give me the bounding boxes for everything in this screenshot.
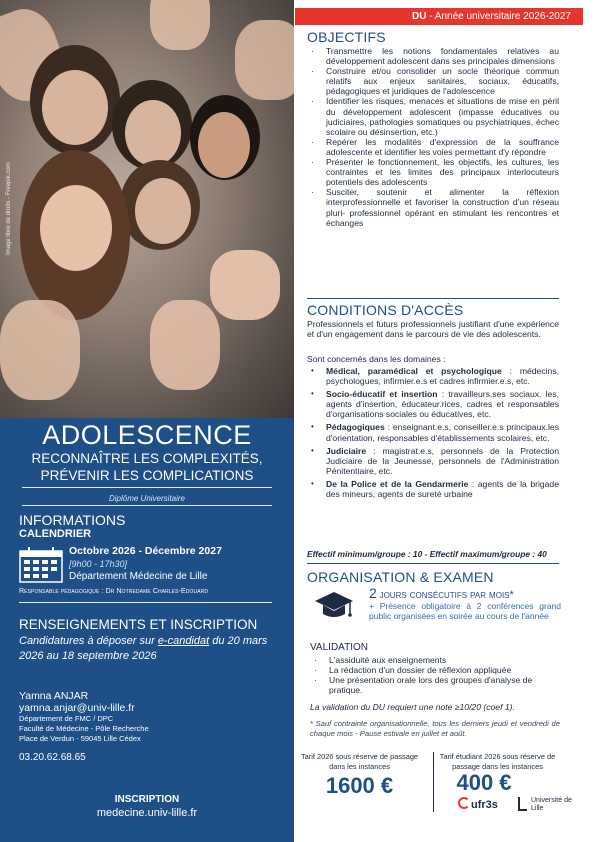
divider: [307, 298, 559, 299]
list-item: [307, 422, 559, 442]
validation-note: La validation du DU requiert une note ≥10/20 (coef 1).: [310, 702, 515, 712]
presence-note: + Présence obligatoire à 2 conférences grand public organisées en soirée au cours de l'année: [369, 601, 561, 621]
tarif-label: Tarif 2026 sous réserve de passage dans les instances: [300, 752, 419, 771]
cover-photo: [0, 0, 294, 418]
list-item: · L'assiduité aux enseignements: [310, 655, 560, 665]
domains-list: [307, 366, 559, 499]
list-item: [307, 479, 559, 499]
domain-text: : agents de la brigade des mineurs, agents de sureté urbaine: [326, 478, 559, 500]
list-item: [307, 389, 559, 419]
university-logo: [518, 797, 574, 813]
domain-title: Pédagogiques: [326, 422, 385, 433]
address-line-1: Département de FMC / DPC: [19, 714, 114, 723]
list-item: [307, 366, 559, 386]
graduation-cap-icon: [314, 590, 354, 620]
conditions-heading: CONDITIONS D'ACCÈS: [307, 302, 464, 318]
list-item: · La rédaction d'un dossier de réflexion appliquée: [310, 665, 560, 675]
university-logo-mark: [518, 797, 527, 811]
info-heading: INFORMATIONS: [19, 512, 126, 528]
year-banner: [295, 8, 583, 25]
program-dates: Octobre 2026 - Décembre 2027: [69, 545, 222, 557]
ufr-logo-mark: [458, 797, 470, 809]
responsible-name: Dr Notredame Charles-Edouard: [105, 588, 209, 595]
address-line-2: Faculté de Médecine - Pôle Recherche: [19, 724, 149, 733]
days-number: 2: [369, 585, 377, 601]
conditions-intro-2: Sont concernés dans les domaines :: [307, 354, 446, 364]
ecandidat-link[interactable]: e-candidat: [157, 635, 210, 647]
responsible: [19, 588, 208, 595]
calendar-heading: CALENDRIER: [19, 528, 92, 540]
list-item: · Construire et/ou consolider un socle théorique commun relatifs aux enjeux sanitaires, sociaux, éducatifs, pédagogiques et juridiques de l'adolescence: [307, 66, 559, 96]
conditions-intro: Professionnels et futurs professionnels justifiant d'une expérience et d'un engagement dans le parcours de vie des adolescents.: [307, 319, 559, 340]
registration-heading: RENSEIGNEMENTS ET INSCRIPTION: [19, 617, 258, 632]
domain-text: : magistrat.e.s, personnels de la Protection Judiciaire de la Jeunesse, personnels de l'Administration Pénitentiaire, etc.: [326, 445, 559, 476]
inscription-label: INSCRIPTION: [114, 794, 180, 805]
domain-title: Médical, paramédical et psychologique: [326, 366, 502, 376]
department-name: Département Médecine de Lille: [69, 571, 208, 582]
domain-title: Socio-éducatif et insertion: [326, 389, 438, 400]
divider: [22, 487, 272, 488]
schedule-footnote: * Sauf contrainte organisationnelle, tous les derniers jeudi et vendredi de chaque mois - Pause estivale en juillet et août.: [310, 719, 560, 738]
student-tarif-price: 400 €: [456, 770, 512, 795]
days-per-month: [369, 585, 514, 601]
inscription-url[interactable]: medecine.univ-lille.fr: [96, 807, 198, 819]
price-divider: [433, 752, 434, 812]
ufr-logo-text: ufr3s: [471, 799, 498, 811]
phone-number: 03.20.62.68.65: [19, 752, 86, 763]
registration-text-before: Candidatures à déposer sur: [19, 635, 158, 647]
list-item: · Présenter le fonctionnement, les objectifs, les cultures, les contraintes et les limites des principaux interlocuteurs potentiels des adolescents: [307, 157, 559, 187]
divider: [19, 602, 272, 603]
domain-text: : travailleurs.ses sociaux. les, agents d'insertion, éducateur.rices, cadres et responsables d'organisations sociales ou éducatives, etc.: [326, 389, 559, 420]
du-label: DU: [412, 11, 427, 22]
student-tarif-label: Tarif étudiant 2026 sous réserve de passage dans les instances: [439, 752, 556, 771]
calendar-icon: [19, 547, 63, 583]
list-item: · Identifier les risques, menaces et situations de mise en péril du développement adolescent (impasse éducatives ou judiciaires, pathologies somatiques ou psychiatriques, échec scolaire ou désinsertion, etc.): [307, 96, 559, 136]
group-size: Effectif minimum/groupe : 10 - Effectif maximum/groupe : 40: [307, 549, 547, 559]
divider: [307, 563, 559, 564]
domain-title: De la Police et de la Gendarmerie: [326, 478, 469, 489]
subtitle-line-1: RECONNAÎTRE LES COMPLEXITÉS,: [31, 451, 263, 466]
list-item: · Susciter, soutenir et alimenter la réflexion interprofessionnelle et favoriser la construction d'un réseau pluri- professionnel opérant en stimulant les rencontres et échanges: [307, 187, 559, 227]
days-text: jours consécutifs par mois*: [379, 589, 514, 601]
domain-text: : médecins, psychologues, infirmier.e.s et cadres infirmier.e.s, etc.: [326, 366, 559, 387]
contact-name: Yamna ANJAR: [19, 690, 89, 702]
objectives-list: [307, 46, 559, 228]
tarif-price: 1600 €: [325, 773, 394, 798]
domain-title: Judiciaire: [326, 445, 367, 456]
divider: [22, 505, 272, 506]
domain-text: : enseignant.e.s, conseiller.e.s principaux.les d'orientation, responsables d'établissements scolaires, etc.: [326, 422, 559, 443]
organisation-heading: ORGANISATION & EXAMEN: [307, 569, 494, 585]
list-item: · Repérer les modalités d'expression de la souffrance adolescente et identifier les voies permettant d'y répondre: [307, 137, 559, 157]
photo-credit: Image libre de droits - Freepik.com: [6, 162, 12, 255]
program-title: ADOLESCENCE: [42, 420, 252, 450]
academic-year: - Année universitaire 2026-2027: [426, 11, 571, 22]
list-item: · Une présentation orale lors des groupes d'analyse de pratique.: [310, 675, 560, 695]
subtitle-line-2: PRÉVENIR LES COMPLICATIONS: [40, 468, 254, 483]
ufr3s-logo: [458, 797, 498, 811]
address-line-3: Place de Verdun - 59045 Lille Cédex: [19, 734, 141, 743]
validation-list: [310, 655, 560, 695]
list-item: · Transmettre les notions fondamentales relatives au développement adolescent dans ses principales dimensions: [307, 46, 559, 66]
responsible-label: Responsable pédagogique :: [19, 588, 106, 595]
registration-text-after: du 20 mars 2026 au 18 septembre 2026: [19, 635, 268, 662]
contact-email[interactable]: yamna.anjar@univ-lille.fr: [19, 702, 135, 714]
registration-text: [19, 634, 272, 664]
university-logo-text: Université de Lille: [531, 797, 572, 812]
program-hours: [9h00 - 17h30]: [69, 559, 128, 569]
validation-heading: VALIDATION: [310, 642, 368, 653]
list-item: [307, 446, 559, 476]
diploma-label: Diplôme Universitaire: [108, 494, 186, 503]
objectives-heading: OBJECTIFS: [307, 29, 386, 45]
